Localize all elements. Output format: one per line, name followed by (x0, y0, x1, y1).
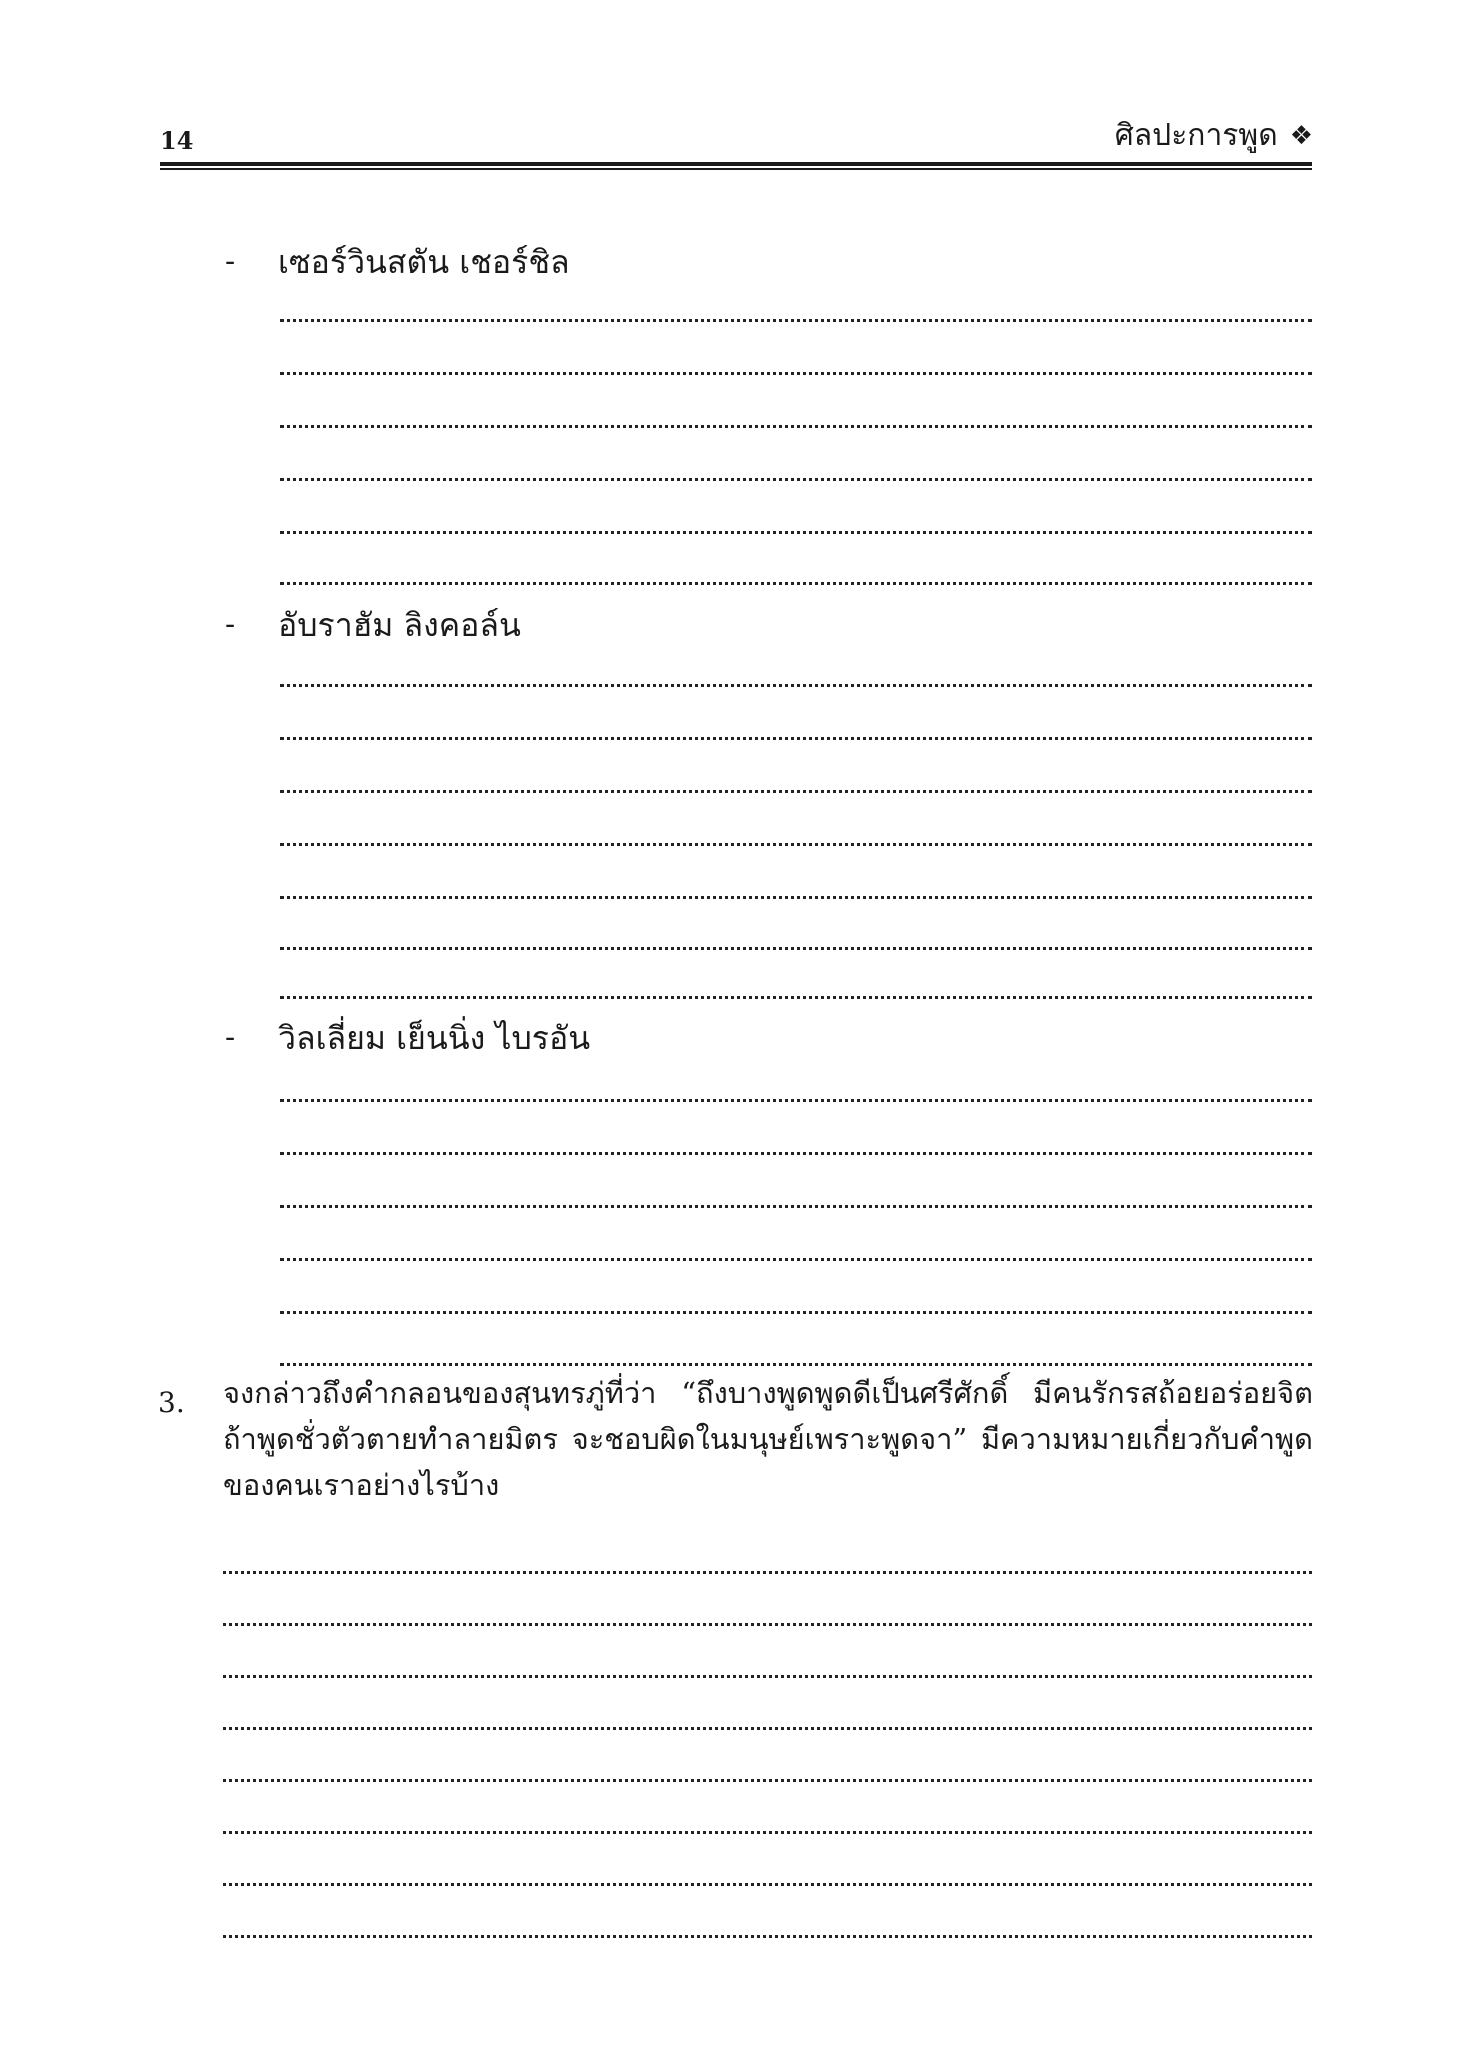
section-heading: วิลเลี่ยม เย็นนิ่ง ไบรอัน (278, 1019, 591, 1057)
answer-line[interactable] (223, 1883, 1312, 1886)
answer-line[interactable] (280, 1258, 1312, 1261)
ornament-icon: ❖ (1289, 121, 1313, 151)
answer-line[interactable] (223, 1675, 1312, 1678)
section-heading: เซอร์วินสตัน เชอร์ชิล (278, 243, 570, 281)
page-number: 14 (160, 126, 194, 155)
answer-line[interactable] (223, 1727, 1312, 1730)
answer-line[interactable] (223, 1779, 1312, 1782)
answer-line[interactable] (280, 737, 1312, 740)
answer-line[interactable] (280, 582, 1312, 585)
running-title-text: ศิลปะการพูด (1114, 118, 1278, 153)
answer-line[interactable] (280, 684, 1312, 687)
answer-line[interactable] (223, 1571, 1312, 1574)
answer-line[interactable] (280, 531, 1312, 534)
answer-line[interactable] (280, 1363, 1312, 1366)
answer-line[interactable] (280, 372, 1312, 375)
question-line: ของคนเราอย่างไรบ้าง (223, 1468, 500, 1502)
header-rule-thick (160, 162, 1312, 166)
section-heading: อับราฮัม ลิงคอล์น (278, 606, 521, 644)
question-line: ถ้าพูดชั่วตัวตายทำลายมิตร จะชอบผิดในมนุษย์เพราะพูดจา” มีความหมายเกี่ยวกับคำพูด (223, 1422, 1313, 1456)
header-rule-thin (160, 168, 1312, 170)
answer-line[interactable] (223, 1623, 1312, 1626)
bullet-dash: - (225, 1020, 236, 1055)
answer-line[interactable] (280, 1311, 1312, 1314)
answer-line[interactable] (280, 843, 1312, 846)
answer-line[interactable] (280, 425, 1312, 428)
bullet-dash: - (225, 607, 236, 642)
bullet-dash: - (225, 244, 236, 279)
answer-line[interactable] (280, 947, 1312, 950)
answer-line[interactable] (280, 996, 1312, 999)
question-text (223, 1370, 1313, 1508)
running-title (1115, 118, 1313, 154)
answer-line[interactable] (280, 319, 1312, 322)
question-line: จงกล่าวถึงคำกลอนของสุนทรภู่ที่ว่า “ถึงบางพูดพูดดีเป็นศรีศักดิ์ มีคนรักรสถ้อยอร่อยจิต (223, 1376, 1313, 1410)
answer-line[interactable] (280, 790, 1312, 793)
answer-line[interactable] (223, 1935, 1312, 1938)
answer-line[interactable] (223, 1831, 1312, 1834)
answer-line[interactable] (280, 1099, 1312, 1102)
answer-line[interactable] (280, 1152, 1312, 1155)
answer-line[interactable] (280, 478, 1312, 481)
question-number: 3. (158, 1386, 185, 1419)
answer-line[interactable] (280, 896, 1312, 899)
answer-line[interactable] (280, 1205, 1312, 1208)
